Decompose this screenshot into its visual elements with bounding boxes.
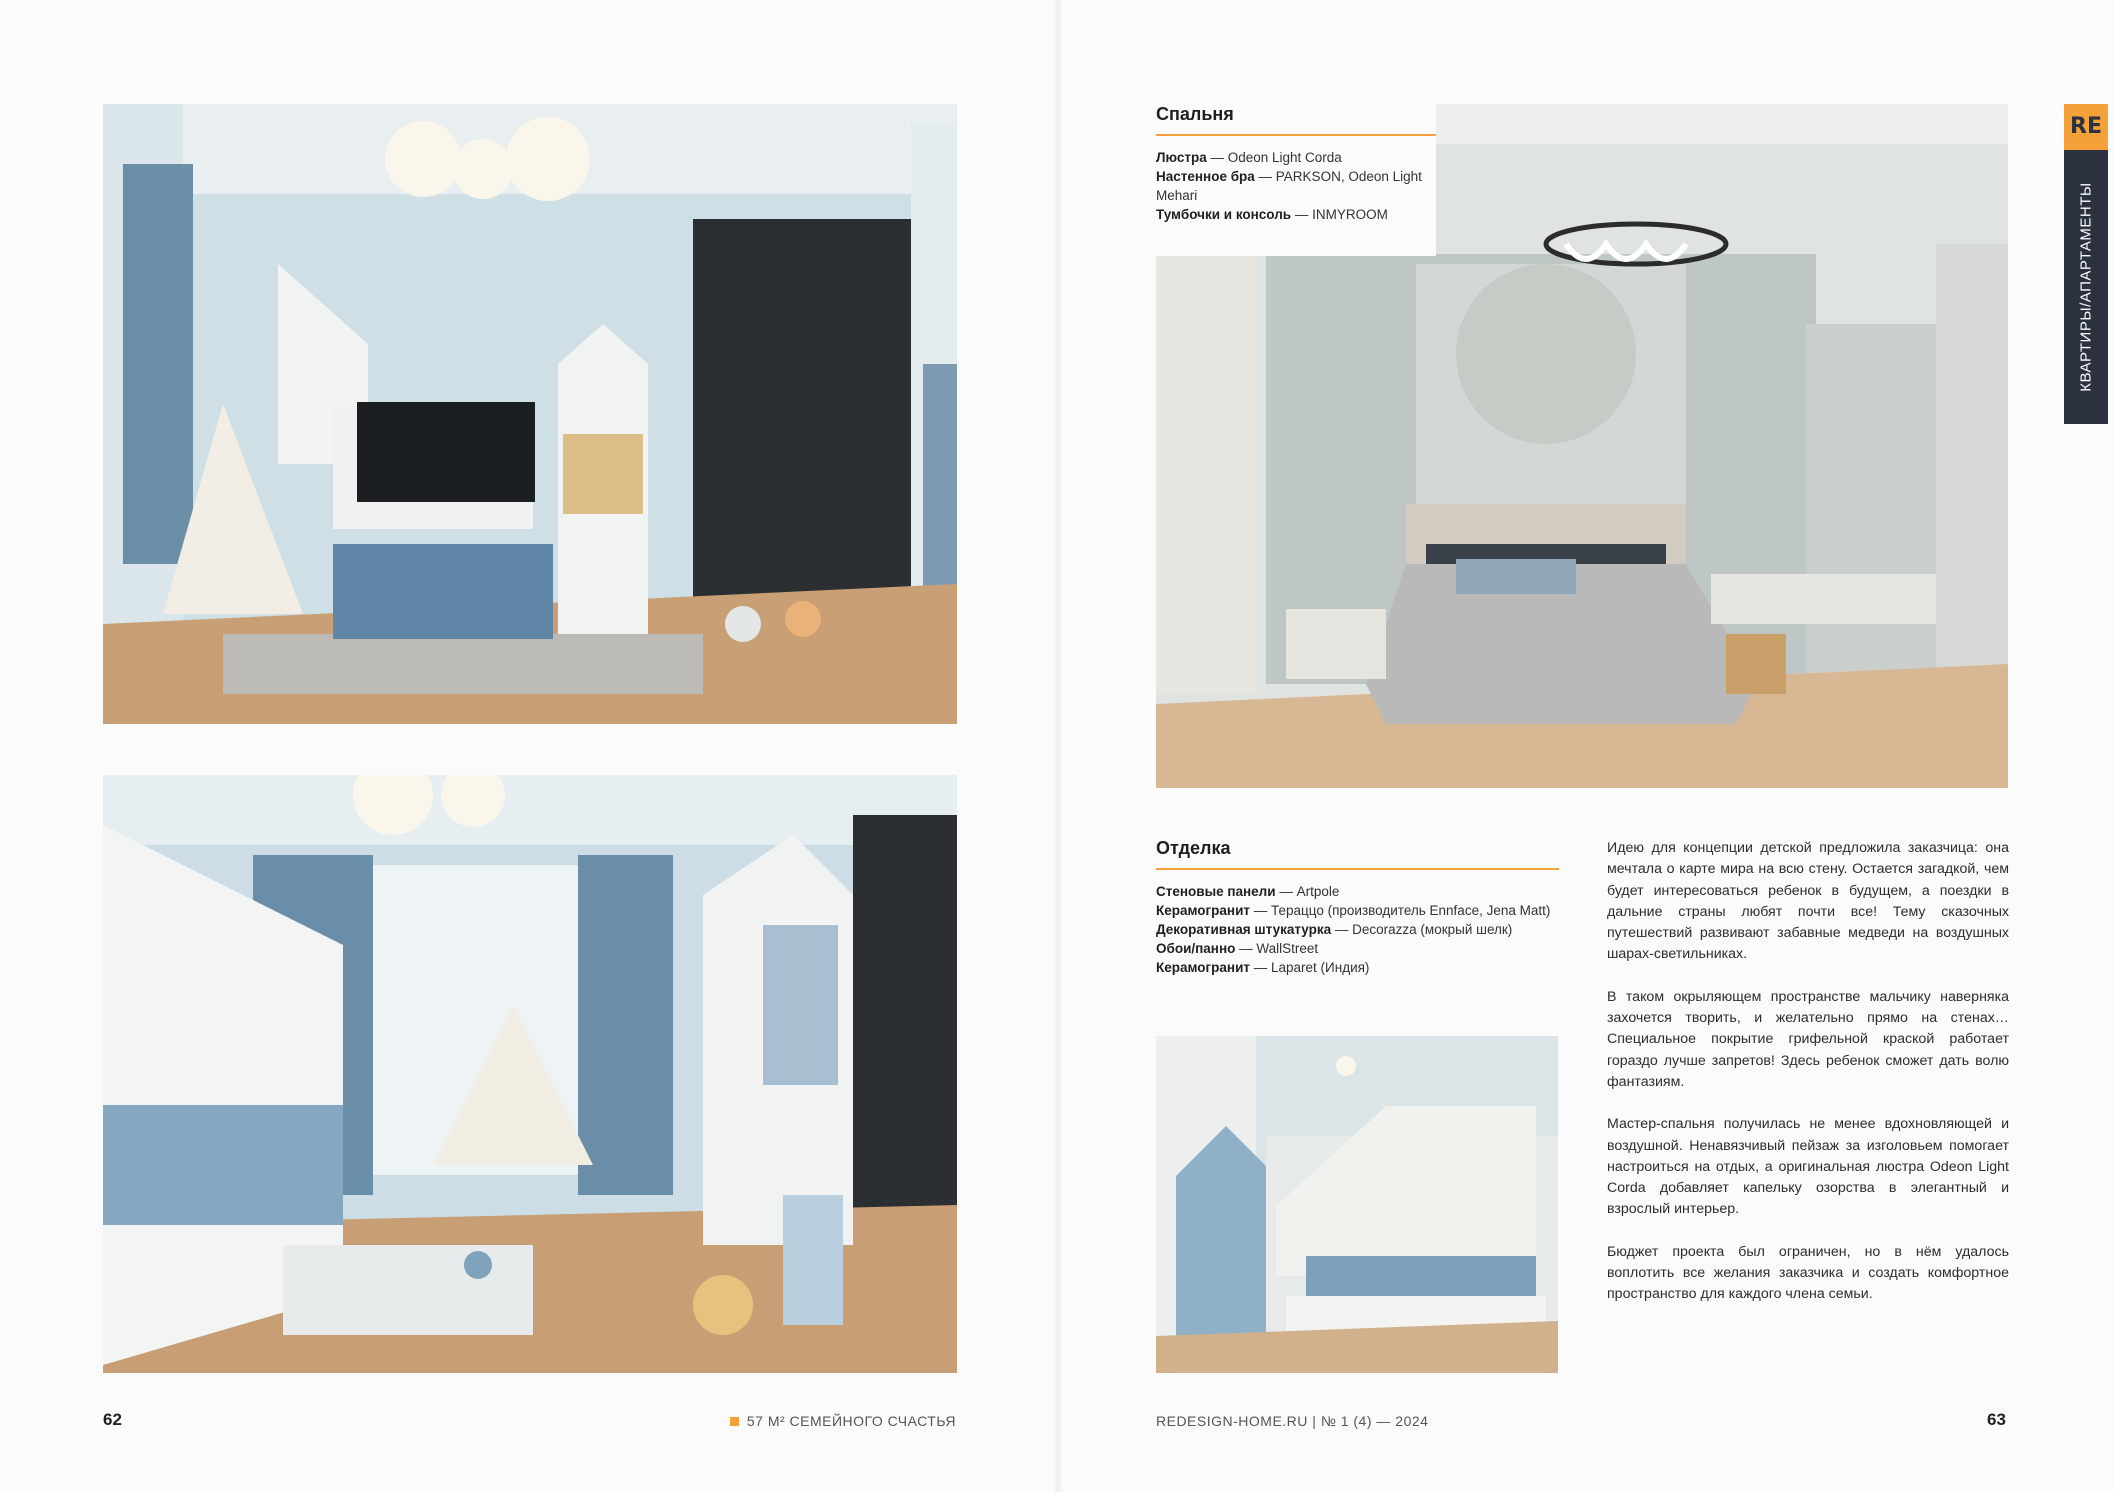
kids-room-photo-1: [103, 104, 957, 724]
spec-line: [1156, 958, 1559, 977]
spec-value: — Decorazza (мокрый шелк): [1331, 922, 1513, 937]
spec-value: — Laparet (Индия): [1250, 960, 1370, 975]
magazine-logo: RE: [2064, 104, 2108, 150]
bedroom-title: Спальня: [1156, 104, 1234, 124]
spec-line: [1156, 901, 1559, 920]
spec-name: Декоративная штукатурка: [1156, 922, 1332, 937]
spec-name: Керамогранит: [1156, 960, 1250, 975]
article-paragraph: Идею для концепции детской предложила заказчица: она мечтала о карте мира на всю стену. Остается загадкой, чем будет интересоваться ребенок в будущем, а поездки в дальние страны любят почти все! Тему сказочных путешествий развивают забавные медведи на воздушных шарах-светильниках.: [1607, 840, 2009, 963]
spec-value: — WallStreet: [1235, 941, 1319, 956]
accent-square-icon: [730, 1417, 739, 1426]
spec-line: [1156, 167, 1436, 205]
spec-name: Стеновые панели: [1156, 884, 1276, 899]
accent-rule: [1156, 868, 1559, 870]
running-title-left: [726, 1413, 956, 1429]
spec-line: [1156, 920, 1559, 939]
spine-gutter: [1053, 0, 1063, 1492]
spec-value: — Odeon Light Corda: [1206, 150, 1342, 165]
article-paragraph: Мастер-спальня получилась не менее вдохновляющей и воздушной. Ненавязчивый пейзаж за изголовьем помогает настроиться на отдых, а оригинальная люстра Odeon Light Corda добавляет капельку озорства в элегантный и взрослый интерьер.: [1607, 1116, 2009, 1218]
section-label: КВАРТИРЫ/АПАРТАМЕНТЫ: [2077, 182, 2095, 392]
spec-name: Тумбочки и консоль: [1156, 207, 1292, 222]
spec-name: Настенное бра: [1156, 169, 1255, 184]
spec-line: [1156, 939, 1559, 958]
section-side-tab: [2064, 104, 2108, 424]
spec-line: [1156, 205, 1436, 224]
running-title-right: REDESIGN-HOME.RU | № 1 (4) — 2024: [1156, 1413, 1429, 1429]
spec-value: — PARKSON, Odeon Light Mehari: [1156, 169, 1422, 203]
spec-name: Обои/панно: [1156, 941, 1236, 956]
spec-value: — INMYROOM: [1291, 207, 1388, 222]
article-paragraph: Бюджет проекта был ограничен, но в нём удалось воплотить все желания заказчика и создать комфортное пространство для каждого члена семьи.: [1607, 1243, 2009, 1303]
article-text: [1607, 838, 2009, 1327]
article-paragraph: В таком окрыляющем пространстве мальчику наверняка захочется творить, и желательно прямо на стенах… Специальное покрытие грифельной краской работает гораздо лучше запретов! Здесь ребенок сможет дать волю фантазиям.: [1607, 988, 2009, 1090]
spec-name: Люстра: [1156, 150, 1207, 165]
running-title-left-text: 57 М² СЕМЕЙНОГО СЧАСТЬЯ: [746, 1413, 956, 1429]
spec-line: [1156, 882, 1559, 901]
page-number-right: 63: [1987, 1410, 2006, 1429]
spec-name: Керамогранит: [1156, 903, 1250, 918]
bedroom-specs: [1140, 96, 1436, 256]
spec-value: — Тераццо (производитель Ennface, Jena Matt): [1250, 903, 1551, 918]
page-number-left: 62: [103, 1410, 122, 1429]
spec-value: — Artpole: [1275, 884, 1340, 899]
accent-rule: [1156, 134, 1436, 136]
kids-room-photo-3: [1156, 1036, 1558, 1373]
finish-specs: [1156, 838, 1559, 977]
spec-line: [1156, 148, 1436, 167]
finish-title: Отделка: [1156, 838, 1231, 858]
kids-room-photo-2: [103, 775, 957, 1373]
